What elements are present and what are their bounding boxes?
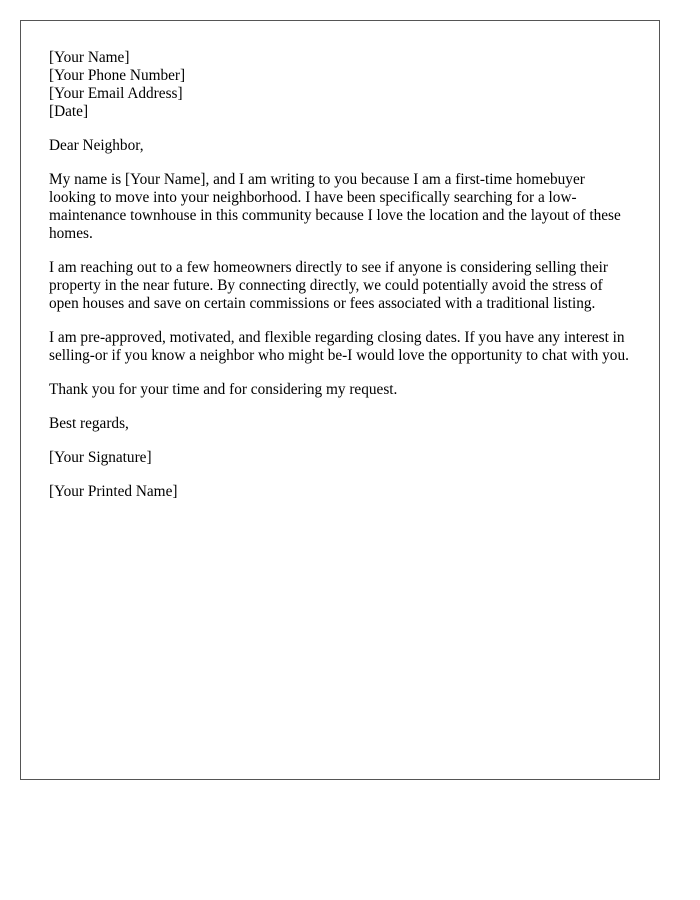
printed-name: [Your Printed Name] (49, 483, 178, 500)
sender-name: [Your Name] (49, 49, 130, 66)
paragraph-qualifications: I am pre-approved, motivated, and flexible regarding closing dates. If you have any interest in selling-or if you know a neighbor who might be-I would love the opportunity to chat with you. (49, 329, 629, 364)
closing: Best regards, (49, 415, 129, 432)
letter-body (49, 49, 634, 517)
sender-email: [Your Email Address] (49, 85, 183, 102)
paragraph-reaching-out: I am reaching out to a few homeowners directly to see if anyone is considering selling their property in the near future. By connecting directly, we could potentially avoid the stress of open houses and save on certain commissions or fees associated with a traditional listing. (49, 259, 609, 312)
letter-page (20, 20, 660, 780)
signature: [Your Signature] (49, 449, 152, 466)
letter-date: [Date] (49, 103, 89, 120)
sender-phone: [Your Phone Number] (49, 67, 186, 84)
paragraph-intro: My name is [Your Name], and I am writing to you because I am a first-time homebuyer looking to move into your neighborhood. I have been specifically searching for a low-maintenance townhouse in this community because I love the location and the layout of these homes. (49, 171, 621, 242)
paragraph-thanks: Thank you for your time and for considering my request. (49, 381, 398, 398)
sender-info (49, 49, 634, 121)
salutation: Dear Neighbor, (49, 137, 144, 154)
